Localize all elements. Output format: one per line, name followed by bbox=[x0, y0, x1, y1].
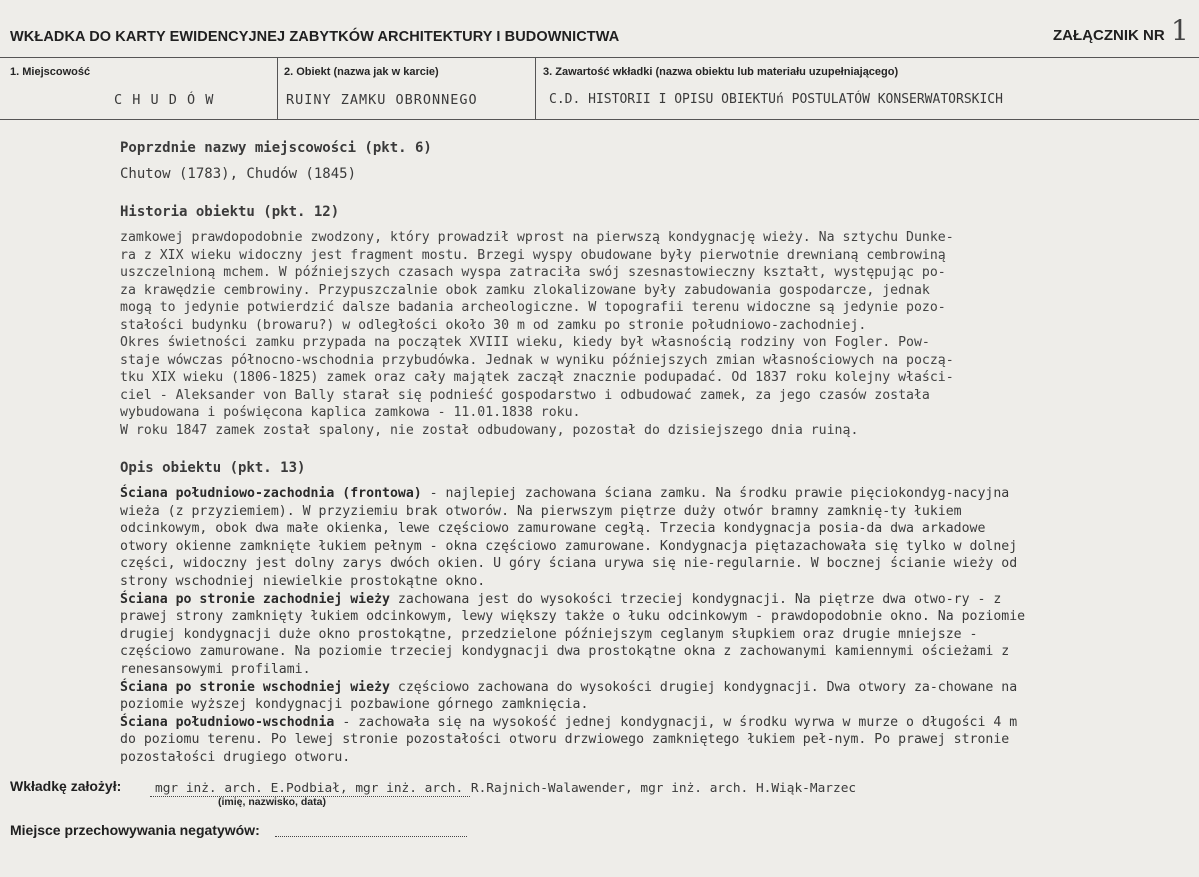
fields-divider bbox=[0, 119, 1199, 120]
negatives-label: Miejsce przechowywania negatywów: bbox=[10, 822, 260, 838]
history-heading: Historia obiektu (pkt. 12) bbox=[120, 204, 340, 220]
description-heading: Opis obiektu (pkt. 13) bbox=[120, 460, 306, 476]
object-value: RUINY ZAMKU OBRONNEGO bbox=[286, 92, 478, 108]
paragraph-lead: Ściana po stronie wschodniej wieży bbox=[120, 679, 390, 695]
author-caption: (imię, nazwisko, data) bbox=[218, 796, 326, 808]
header-divider bbox=[0, 57, 1199, 58]
negatives-dotted-line bbox=[275, 836, 467, 837]
description-paragraph bbox=[120, 679, 1040, 714]
paragraph-body: zachowana jest do wysokości trzeciej kondygnacji. Na piętrze dwa otwo-ry - z prawej strony zamknięty łukiem odcinkowym, lewy większy także o łuku odcinkowym - prawdopodobnie okno. Na poziomie drugiej kondygnacji duże okno prostokątne, przedzielone późniejszym ceglanym słupkiem oraz drugie mniejsze - częściowo zamurowane. Na poziomie trzeciej kondygnacji dwa prostokątne okna z zachowanymi kamiennymi ościeżami z renesansowymi profilami. bbox=[120, 591, 1026, 677]
history-text: zamkowej prawdopodobnie zwodzony, który prowadził wprost na pierwszą kondygnację wieży. Na sztychu Dunke- ra z XIX wieku widoczny jest fragment mostu. Brzegi wyspy obudowane były pierwotnie drewnianą cembrowiną uszczelnioną mchem. W późniejszych czasach wyspa zatraciła swój szesnastowieczny kształt, występując po- za krawędzie cembrowiny. Przypuszczalnie obok zamku zlokalizowane były zabudowania gospodarcze, jednak mogą to jedynie potwierdzić dalsze badania archeologiczne. W topografii terenu widoczne są jedynie pozo- stałości budynku (browaru?) w odległości około 30 m od zamku po stronie południowo-zachodniej. Okres świetności zamku przypada na początek XVIII wieku, kiedy był własnością rodziny von Fogler. Pow- staje wówczas północno-wschodnia przybudówka. Jednak w wyniku późniejszych zmian własnościowych na począ- tku XIX wieku (1806-1825) zamek oraz cały majątek zaczął znacznie podupadać. Od 1837 roku kolejny właści- ciel - Aleksander von Bally starał się podnieść gospodarstwo i odbudować zamek, za jego czasów została wybudowana i poświęcona kaplica zamkowa - 11.01.1838 roku. W roku 1847 zamek został spalony, nie został odbudowany, pozostał do dzisiejszego dnia ruiną. bbox=[120, 230, 954, 438]
content-label: 3. Zawartość wkładki (nazwa obiektu lub materiału uzupełniającego) bbox=[543, 66, 899, 78]
form-title: WKŁADKA DO KARTY EWIDENCYJNEJ ZABYTKÓW ARCHITEKTURY I BUDOWNICTWA bbox=[10, 29, 620, 45]
content-value: C.D. HISTORII I OPISU OBIEKTUń POSTULATÓW KONSERWATORSKICH bbox=[549, 92, 1003, 107]
paragraph-body: częściowo zachowana do wysokości drugiej kondygnacji. Dwa otwory za-chowane na poziomie wyższej kondygnacji pozbawione górnego zamknięcia. bbox=[120, 679, 1018, 713]
annex-number: 1 bbox=[1171, 14, 1189, 47]
locality-label: 1. Miejscowość bbox=[10, 66, 91, 78]
former-names-text: Chutow (1783), Chudów (1845) bbox=[120, 166, 357, 182]
author-label: Wkładkę założył: bbox=[10, 778, 122, 794]
description-text bbox=[120, 485, 1040, 767]
object-label: 2. Obiekt (nazwa jak w karcie) bbox=[284, 66, 439, 78]
description-paragraph bbox=[120, 591, 1040, 679]
field-divider-1 bbox=[277, 58, 278, 120]
paragraph-lead: Ściana południowo-zachodnia (frontowa) bbox=[120, 486, 422, 501]
paragraph-body: - zachowała się na wysokość jednej kondygnacji, w środku wyrwa w murze o długości 4 m do poziomu terenu. Po lewej stronie pozostałości otworu drzwiowego zamkniętego łukiem peł-nym. Po prawej stronie pozostałości drugiego otworu. bbox=[120, 714, 1018, 765]
field-divider-2 bbox=[535, 58, 536, 120]
paragraph-lead: Ściana po stronie zachodniej wieży bbox=[120, 591, 390, 607]
description-paragraph bbox=[120, 485, 1040, 591]
paragraph-body: - najlepiej zachowana ściana zamku. Na środku prawie pięciokondyg-nacyjna wieża (z przyziemiem). W przyziemiu brak otworów. Na pierwszym piętrze duży otwór bramny zamknię-ty łukiem odcinkowym, obok dwa małe okienka, lewe częściowo zamurowane cegłą. Trzecia kondygnacja posia-da dwa arkadowe otwory okienne zamknięte łukiem pełnym - okna częściowo zamurowane. Kondygnacja piętazachowała się tylko w dolnej części, widoczny jest dolny zarys dwóch okien. U góry ściana urywa się nie-regularnie. W bocznej ścianie wieży od strony wschodniej niewielkie prostokątne okno. bbox=[120, 486, 1018, 589]
paragraph-lead: Ściana południowo-wschodnia bbox=[120, 714, 335, 730]
annex-label: ZAŁĄCZNIK NR bbox=[1053, 27, 1165, 44]
locality-value: C H U D Ó W bbox=[114, 92, 215, 108]
description-paragraph bbox=[120, 714, 1040, 767]
authors-text: mgr inż. arch. E.Podbiał, mgr inż. arch. R.Rajnich-Walawender, mgr inż. arch. H.Wiąk-Marzec bbox=[155, 781, 857, 796]
former-names-heading: Poprzdnie nazwy miejscowości (pkt. 6) bbox=[120, 140, 432, 156]
